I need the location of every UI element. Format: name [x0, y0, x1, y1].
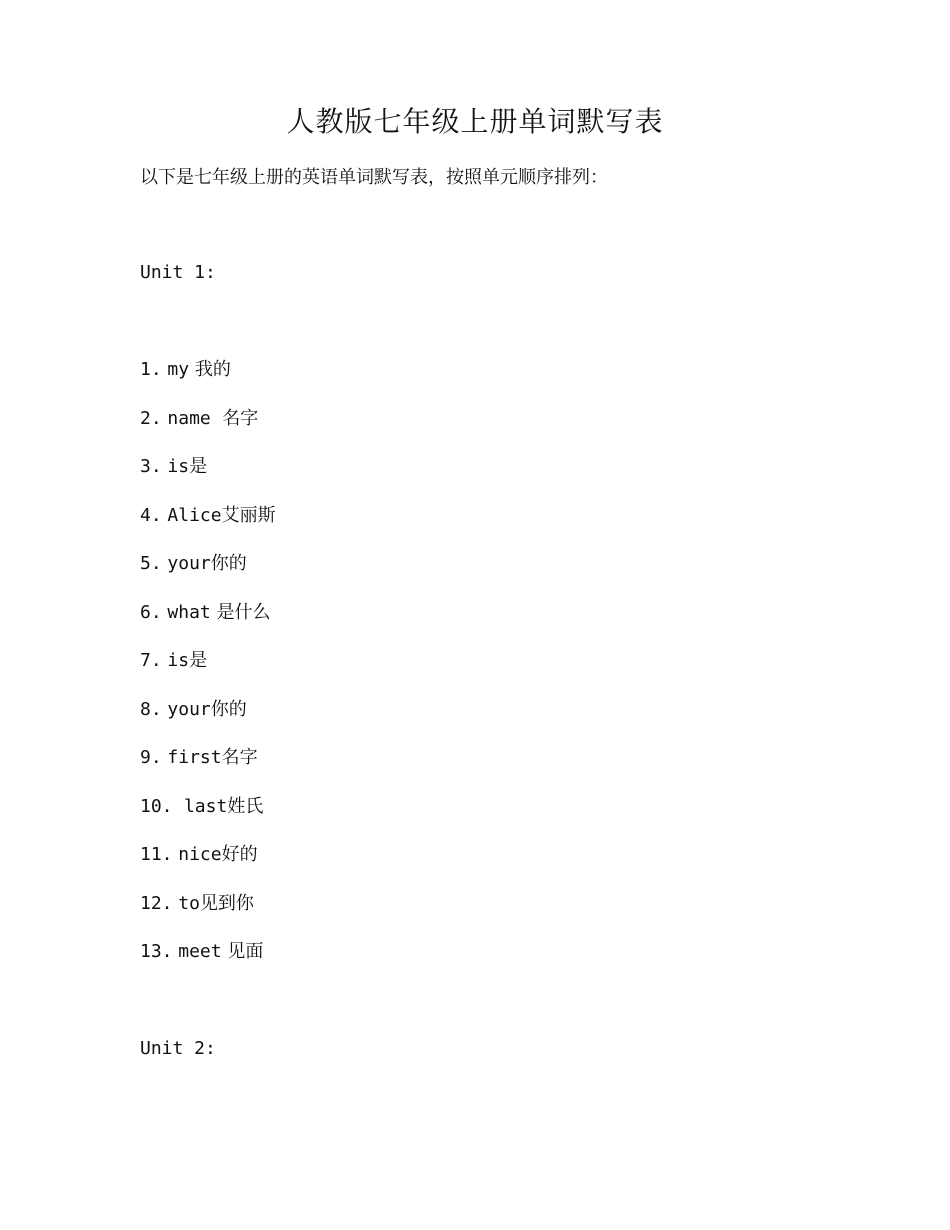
chinese-meaning: 姓氏 [227, 795, 264, 817]
word-item-8 [140, 696, 276, 745]
english-word: Alice [167, 504, 222, 526]
word-number: 11. [140, 844, 173, 865]
chinese-meaning: 是 [189, 456, 208, 477]
word-item-11 [140, 841, 276, 890]
chinese-meaning: 是什么 [216, 601, 271, 623]
english-word: meet [178, 941, 222, 962]
english-word: name [167, 407, 211, 429]
chinese-meaning: 名字 [221, 747, 258, 768]
unit-2-heading: Unit 2: [140, 1038, 216, 1059]
word-number: 10. [140, 795, 173, 817]
word-item-13 [140, 938, 276, 987]
english-word: last [183, 795, 228, 817]
chinese-meaning: 艾丽斯 [221, 504, 276, 526]
word-item-7 [140, 647, 276, 696]
word-number: 3. [140, 456, 162, 477]
unit-1-heading: Unit 1: [140, 262, 216, 283]
chinese-meaning: 你的 [210, 553, 247, 574]
intro-text: 以下是七年级上册的英语单词默写表，按照单元顺序排列： [140, 167, 608, 188]
word-item-10 [140, 793, 276, 842]
word-number: 6. [140, 601, 162, 623]
word-number: 2. [140, 407, 162, 429]
unit-1-word-list [140, 356, 276, 987]
word-number: 4. [140, 504, 162, 526]
word-item-9 [140, 744, 276, 793]
word-item-3 [140, 453, 276, 502]
word-number: 13. [140, 941, 173, 962]
word-number: 12. [140, 892, 173, 914]
word-item-12 [140, 890, 276, 939]
word-item-2 [140, 405, 276, 454]
word-number: 9. [140, 747, 162, 768]
english-word: my [167, 359, 190, 380]
chinese-meaning: 名字 [222, 407, 259, 429]
document-title: 人教版七年级上册单词默写表 [286, 105, 664, 138]
english-word: what [167, 601, 211, 623]
english-word: first [167, 747, 222, 768]
chinese-meaning: 我的 [194, 359, 231, 380]
chinese-meaning: 好的 [221, 844, 258, 865]
word-item-5 [140, 550, 276, 599]
chinese-meaning: 见到你 [199, 892, 254, 914]
chinese-meaning: 你的 [210, 698, 247, 720]
english-word: nice [178, 844, 222, 865]
word-item-1 [140, 356, 276, 405]
english-word: your [167, 553, 211, 574]
word-number: 7. [140, 650, 162, 671]
english-word: your [167, 698, 211, 720]
word-number: 5. [140, 553, 162, 574]
word-item-4 [140, 502, 276, 551]
word-number: 1. [140, 359, 162, 380]
chinese-meaning: 是 [189, 650, 208, 671]
chinese-meaning: 见面 [227, 941, 264, 962]
word-number: 8. [140, 698, 162, 720]
english-word: is [167, 456, 190, 477]
english-word: to [178, 892, 200, 914]
english-word: is [167, 650, 190, 671]
word-item-6 [140, 599, 276, 648]
